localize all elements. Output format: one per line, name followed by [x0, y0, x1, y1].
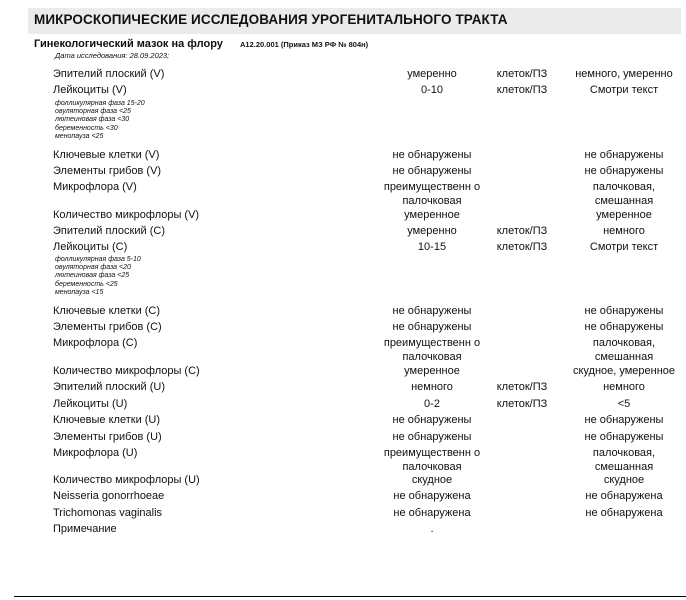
row-value: умеренно [407, 68, 457, 80]
row-reference: не обнаружены [584, 431, 664, 443]
row-unit: клеток/ПЗ [496, 225, 548, 237]
row-reference: Смотри текст [589, 241, 659, 253]
row-name: Количество микрофлоры (U) [53, 474, 200, 486]
row-reference: не обнаружена [585, 507, 663, 519]
test-code: А12.20.001 (Приказ МЗ РФ № 804н) [240, 40, 369, 49]
norm-line: овуляторная фаза <20 [55, 264, 131, 272]
test-title: Гинекологический мазок на флору [34, 38, 223, 50]
row-value: умеренно [407, 225, 457, 237]
row-reference: не обнаружены [584, 165, 664, 177]
norm-line: менопауза <25 [55, 132, 104, 140]
norm-line: лютеиновая фаза <25 [55, 272, 130, 280]
row-name: Элементы грибов (V) [53, 165, 162, 177]
row-name: Микрофлора (C) [53, 337, 138, 349]
row-name: Neisseria gonorrhoeae [53, 490, 165, 502]
row-value: не обнаружены [392, 321, 472, 333]
page-divider [14, 596, 686, 597]
row-unit: клеток/ПЗ [496, 398, 548, 410]
row-name: Элементы грибов (C) [53, 321, 162, 333]
row-value: умеренное [404, 365, 460, 377]
row-name: Микрофлора (V) [53, 181, 137, 193]
row-name: Элементы грибов (U) [53, 431, 162, 443]
row-value: преимущественн о палочковая [383, 181, 481, 207]
row-unit: клеток/ПЗ [496, 381, 548, 393]
row-reference: не обнаружены [584, 321, 664, 333]
row-value: не обнаружены [392, 431, 472, 443]
row-value: скудное [411, 474, 453, 486]
leukocyte-norms-v [55, 100, 145, 141]
row-value: не обнаружены [392, 305, 472, 317]
row-reference: немного [603, 225, 645, 237]
row-name: Лейкоциты (C) [53, 241, 128, 253]
norm-line: лютеиновая фаза <30 [55, 116, 130, 124]
row-reference: <5 [617, 398, 631, 410]
row-value: немного [411, 381, 453, 393]
row-value: 0-10 [420, 84, 444, 96]
test-date: Дата исследования: 28.09.2023; [55, 51, 170, 60]
row-value: не обнаружены [392, 149, 472, 161]
norm-line: овуляторная фаза <25 [55, 108, 131, 116]
row-name: Количество микрофлоры (V) [53, 209, 200, 221]
row-unit: клеток/ПЗ [496, 84, 548, 96]
row-name: Trichomonas vaginalis [53, 507, 163, 519]
row-reference: скудное [603, 474, 645, 486]
row-value: . [430, 523, 434, 535]
row-value: преимущественн о палочковая [383, 337, 481, 363]
row-value: преимущественн о палочковая [383, 447, 481, 473]
row-name: Примечание [53, 523, 117, 535]
row-value: 10-15 [417, 241, 447, 253]
row-name: Ключевые клетки (C) [53, 305, 161, 317]
row-value: не обнаружена [393, 507, 471, 519]
row-name: Лейкоциты (U) [53, 398, 128, 410]
row-value: умеренное [404, 209, 460, 221]
row-reference: Смотри текст [589, 84, 659, 96]
norm-line: беременность <25 [55, 280, 118, 288]
section-title: МИКРОСКОПИЧЕСКИЕ ИССЛЕДОВАНИЯ УРОГЕНИТАЛЬНОГО ТРАКТА [34, 12, 508, 27]
row-name: Количество микрофлоры (C) [53, 365, 200, 377]
row-reference: немного, умеренно [575, 68, 673, 80]
row-unit: клеток/ПЗ [496, 68, 548, 80]
row-name: Эпителий плоский (V) [53, 68, 165, 80]
row-name: Лейкоциты (V) [53, 84, 127, 96]
row-reference: немного [603, 381, 645, 393]
norm-line: менопауза <15 [55, 288, 104, 296]
row-value: не обнаружены [392, 414, 472, 426]
row-name: Эпителий плоский (U) [53, 381, 165, 393]
row-value: 0-2 [424, 398, 440, 410]
row-reference: палочковая, смешанная [592, 181, 656, 207]
row-reference: не обнаружены [584, 149, 664, 161]
row-reference: не обнаружена [585, 490, 663, 502]
row-name: Ключевые клетки (U) [53, 414, 161, 426]
row-value: не обнаружены [392, 165, 472, 177]
row-reference: не обнаружены [584, 414, 664, 426]
row-reference: не обнаружены [584, 305, 664, 317]
row-reference: скудное, умеренное [572, 365, 676, 377]
leukocyte-norms-c [55, 256, 141, 297]
row-value: не обнаружена [393, 490, 471, 502]
norm-line: фолликулярная фаза 15-20 [55, 100, 145, 107]
norm-line: беременность <30 [55, 124, 118, 132]
row-reference: палочковая, смешанная [592, 337, 656, 363]
row-name: Ключевые клетки (V) [53, 149, 160, 161]
norm-line: фолликулярная фаза 5-10 [55, 256, 141, 263]
row-name: Микрофлора (U) [53, 447, 138, 459]
row-reference: палочковая, смешанная [592, 447, 656, 473]
row-unit: клеток/ПЗ [496, 241, 548, 253]
row-reference: умеренное [596, 209, 652, 221]
row-name: Эпителий плоский (C) [53, 225, 165, 237]
